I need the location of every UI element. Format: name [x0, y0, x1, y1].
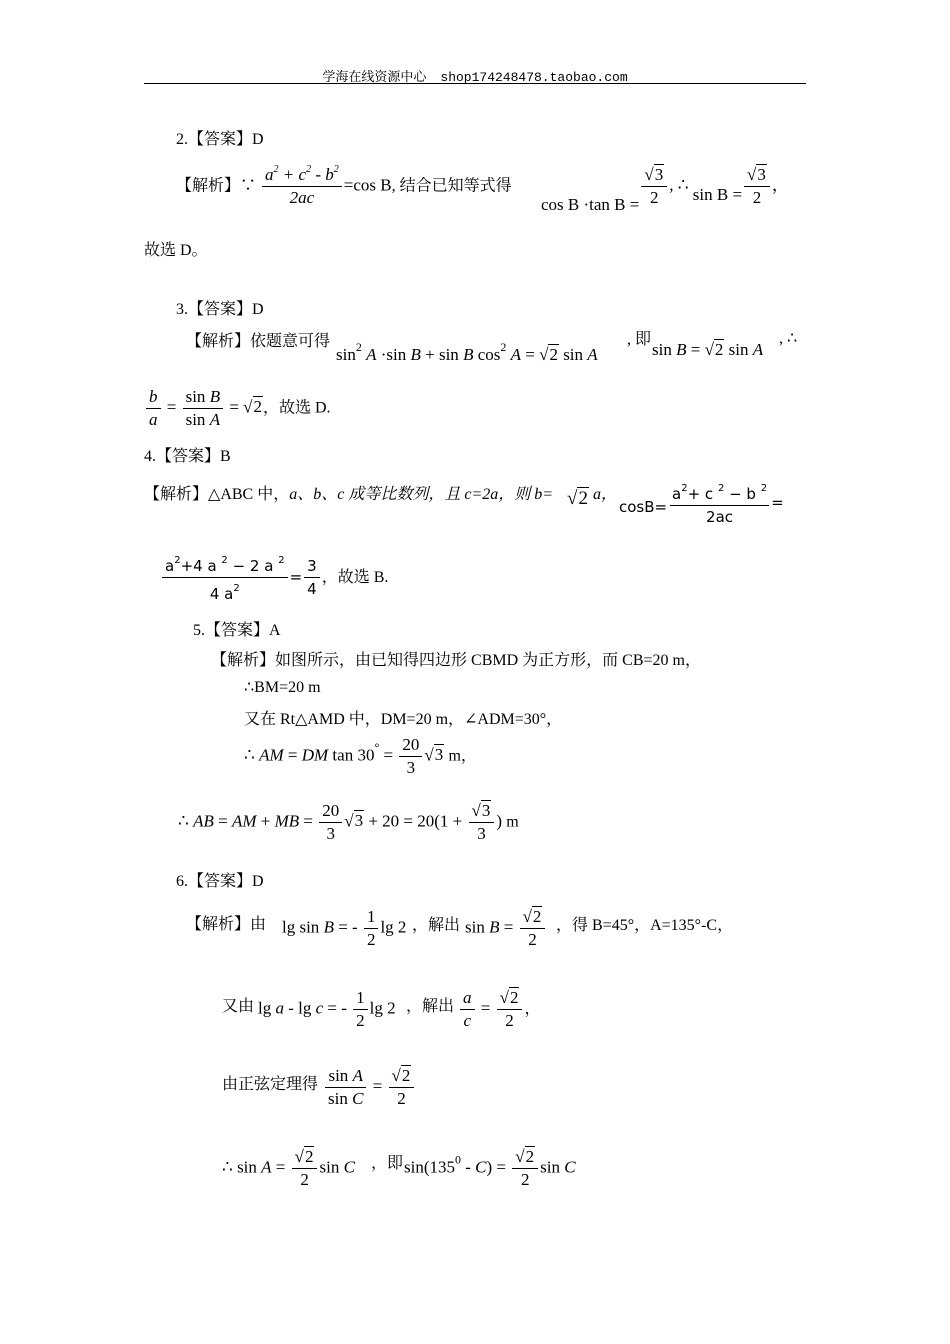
analysis-label: 【解析】: [176, 177, 241, 195]
answer-3-label: 3.【答案】D: [176, 301, 264, 318]
header-site: 学海在线资源中心: [322, 70, 427, 85]
answer-5-label: 5.【答案】A: [193, 622, 281, 639]
answer-2-conclusion: 故选 D。: [144, 242, 208, 259]
answer-4-result: $\frac{a^2+4 a ^2 - 2 a ^2}{4 a^2}$ = $\frac{3}{4}$ ，故选 B.: [160, 550, 388, 605]
answer-3-formula: $\sin^2 A \cdot\sin$ B + sin B $\cos^2 A = √2$ sin A: [336, 340, 598, 364]
analysis-label: 【解析】: [186, 916, 251, 933]
answer-5-analysis: 【解析】如图所示，由已知得四边形 CBMD 为正方形，而 CB=20 m，: [211, 652, 701, 669]
answer-6-analysis: 【解析】由: [186, 916, 267, 933]
answer-2-formula: cos B ·tan B = $\frac{√3}{2}$ , ∴ sin B = $\frac{√3}{2}$ ，: [541, 165, 789, 215]
analysis-label: 【解析】: [186, 333, 251, 350]
answer-3-analysis: 【解析】依题意可得: [186, 333, 331, 350]
answer-2-analysis: 【解析】∵ $\frac{a^2 + c^2 - b^2}{2ac}$ =cos B, 结合已知等式得: [176, 165, 512, 209]
analysis-label: 【解析】: [144, 486, 209, 503]
header-rule: [144, 83, 806, 84]
answer-5-AB: ∴ AB = AM + MB = $\frac{20}{3}$ √3 + 20 = 20(1 + $\frac{√3}{3}$ ) m: [178, 801, 519, 843]
analysis-label: 【解析】: [211, 652, 276, 669]
cosB-fraction: $\frac{a^2+ c ^2 - b ^2}{2ac}$ =: [668, 478, 784, 528]
answer-4-analysis: 【解析】△ABC 中，a、b、c 成等比数列，且 c=2a，则 b=: [144, 486, 554, 503]
answer-3-ratio: $\frac{b}{a}$ = $\frac{\text{sin B}}{\text{sin A}}$ = √2，故选 D.: [144, 386, 331, 431]
answer-2-label: 2.【答案】D: [176, 131, 264, 148]
answer-4-label: 4.【答案】B: [144, 448, 231, 465]
fraction: $\frac{a^2 + c^2 - b^2}{2ac}$: [262, 159, 342, 209]
header-url: shop174248478.taobao.com: [440, 70, 628, 85]
answer-6-label: 6.【答案】D: [176, 873, 264, 890]
answer-5-AM: ∴ AM = DM tan 30° = $\frac{20}{3}$ √3 m，: [244, 735, 477, 777]
